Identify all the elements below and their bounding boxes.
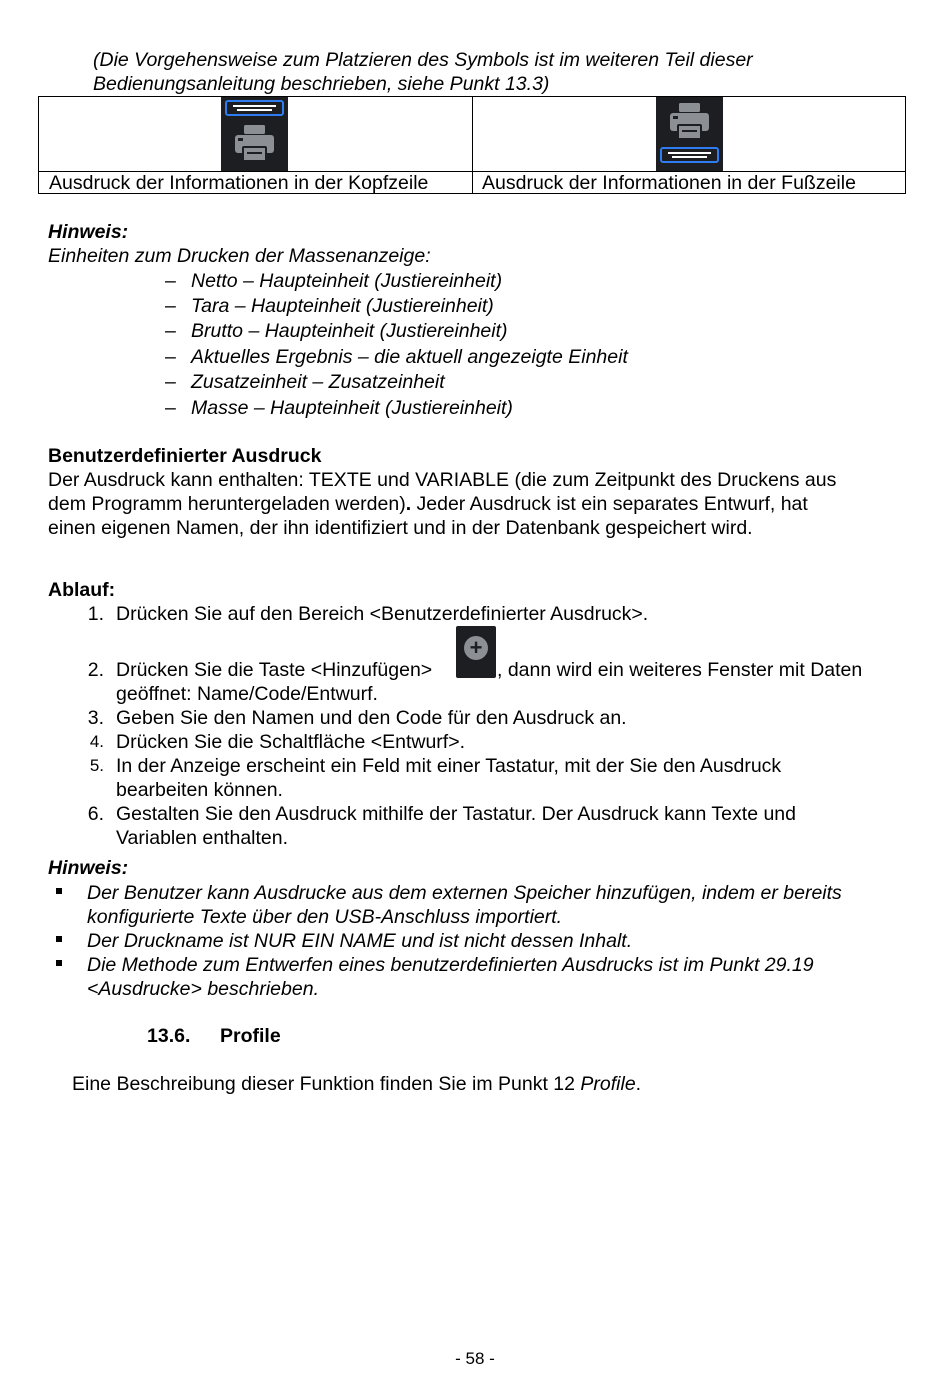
dash-bullet: – (165, 397, 176, 419)
step-text: geöffnet: Name/Code/Entwurf. (116, 683, 378, 705)
square-bullet-icon (56, 936, 62, 942)
step-text: In der Anzeige erscheint ein Feld mit einer Tastatur, mit der Sie den Ausdruck (116, 755, 782, 777)
print-header-icon (221, 97, 288, 171)
list-item: Masse – Haupteinheit (Justiereinheit) (191, 397, 513, 419)
paragraph-line: dem Programm heruntergeladen werden). Jeder Ausdruck ist ein separates Entwurf, hat (48, 493, 808, 515)
step-text: Geben Sie den Namen und den Code für den Ausdruck an. (116, 707, 627, 729)
note-intro: Einheiten zum Drucken der Massenanzeige: (48, 245, 431, 267)
paragraph-line: Der Ausdruck kann enthalten: TEXTE und VARIABLE (die zum Zeitpunkt des Druckens aus (48, 469, 837, 491)
square-bullet-icon (56, 960, 62, 966)
dash-bullet: – (165, 346, 176, 368)
procedure-title: Ablauf: (48, 579, 116, 601)
plus-circle-icon: + (464, 636, 488, 660)
page-number: - 58 - (455, 1349, 495, 1368)
step-text: Drücken Sie auf den Bereich <Benutzerdefinierter Ausdruck>. (116, 603, 649, 625)
table-cell-left-label: Ausdruck der Informationen in der Kopfzeile (49, 172, 429, 194)
note-item-text: konfigurierte Texte über den USB-Anschluss importiert. (87, 906, 563, 928)
icon-table (38, 96, 906, 194)
add-button-icon (456, 626, 496, 678)
step-text: Variablen enthalten. (116, 827, 289, 849)
section-number: 13.6. (147, 1025, 191, 1047)
note-title: Hinweis: (48, 221, 129, 243)
dash-bullet: – (165, 371, 176, 393)
section-title: Profile (220, 1025, 281, 1047)
step-text: Drücken Sie die Schaltfläche <Entwurf>. (116, 731, 466, 753)
section-heading: Benutzerdefinierter Ausdruck (48, 445, 322, 467)
dash-bullet: – (165, 295, 176, 317)
note-title: Hinweis: (48, 857, 129, 879)
print-footer-icon (656, 97, 723, 171)
step-number: 1. (87, 603, 104, 625)
note-item-text: Die Methode zum Entwerfen eines benutzerdefinierten Ausdrucks ist im Punkt 29.19 (87, 954, 814, 976)
step-number: 4. (89, 732, 104, 751)
table-cell-right-label: Ausdruck der Informationen in der Fußzeile (482, 172, 856, 194)
paragraph-line: einen eigenen Namen, der ihn identifiziert und in der Datenbank gespeichert wird. (48, 517, 753, 539)
list-item: Aktuelles Ergebnis – die aktuell angezeigte Einheit (191, 346, 628, 368)
intro-line-2: Bedienungsanleitung beschrieben, siehe Punkt 13.3) (93, 73, 550, 95)
note-item-text: Der Druckname ist NUR EIN NAME und ist nicht dessen Inhalt. (87, 930, 633, 952)
step-number: 2. (87, 659, 104, 681)
step-number: 3. (87, 707, 104, 729)
table-divider (472, 97, 473, 193)
note-item-text: <Ausdrucke> beschrieben. (87, 978, 319, 1000)
step-number: 5. (89, 756, 104, 775)
list-item: Tara – Haupteinheit (Justiereinheit) (191, 295, 494, 317)
dash-bullet: – (165, 270, 176, 292)
step-text: Drücken Sie die Taste <Hinzufügen> (116, 659, 433, 681)
step-text: Gestalten Sie den Ausdruck mithilfe der Tastatur. Der Ausdruck kann Texte und (116, 803, 796, 825)
step-text: bearbeiten können. (116, 779, 283, 801)
dash-bullet: – (165, 320, 176, 342)
list-item: Zusatzeinheit – Zusatzeinheit (191, 371, 445, 393)
intro-line-1: (Die Vorgehensweise zum Platzieren des Symbols ist im weiteren Teil dieser (93, 49, 753, 71)
note-item-text: Der Benutzer kann Ausdrucke aus dem externen Speicher hinzufügen, indem er bereits (87, 882, 842, 904)
section-text: Eine Beschreibung dieser Funktion finden Sie im Punkt 12 Profile. (72, 1073, 642, 1095)
square-bullet-icon (56, 888, 62, 894)
step-number: 6. (87, 803, 104, 825)
step-text: , dann wird ein weiteres Fenster mit Daten (497, 659, 863, 681)
list-item: Netto – Haupteinheit (Justiereinheit) (191, 270, 503, 292)
list-item: Brutto – Haupteinheit (Justiereinheit) (191, 320, 508, 342)
